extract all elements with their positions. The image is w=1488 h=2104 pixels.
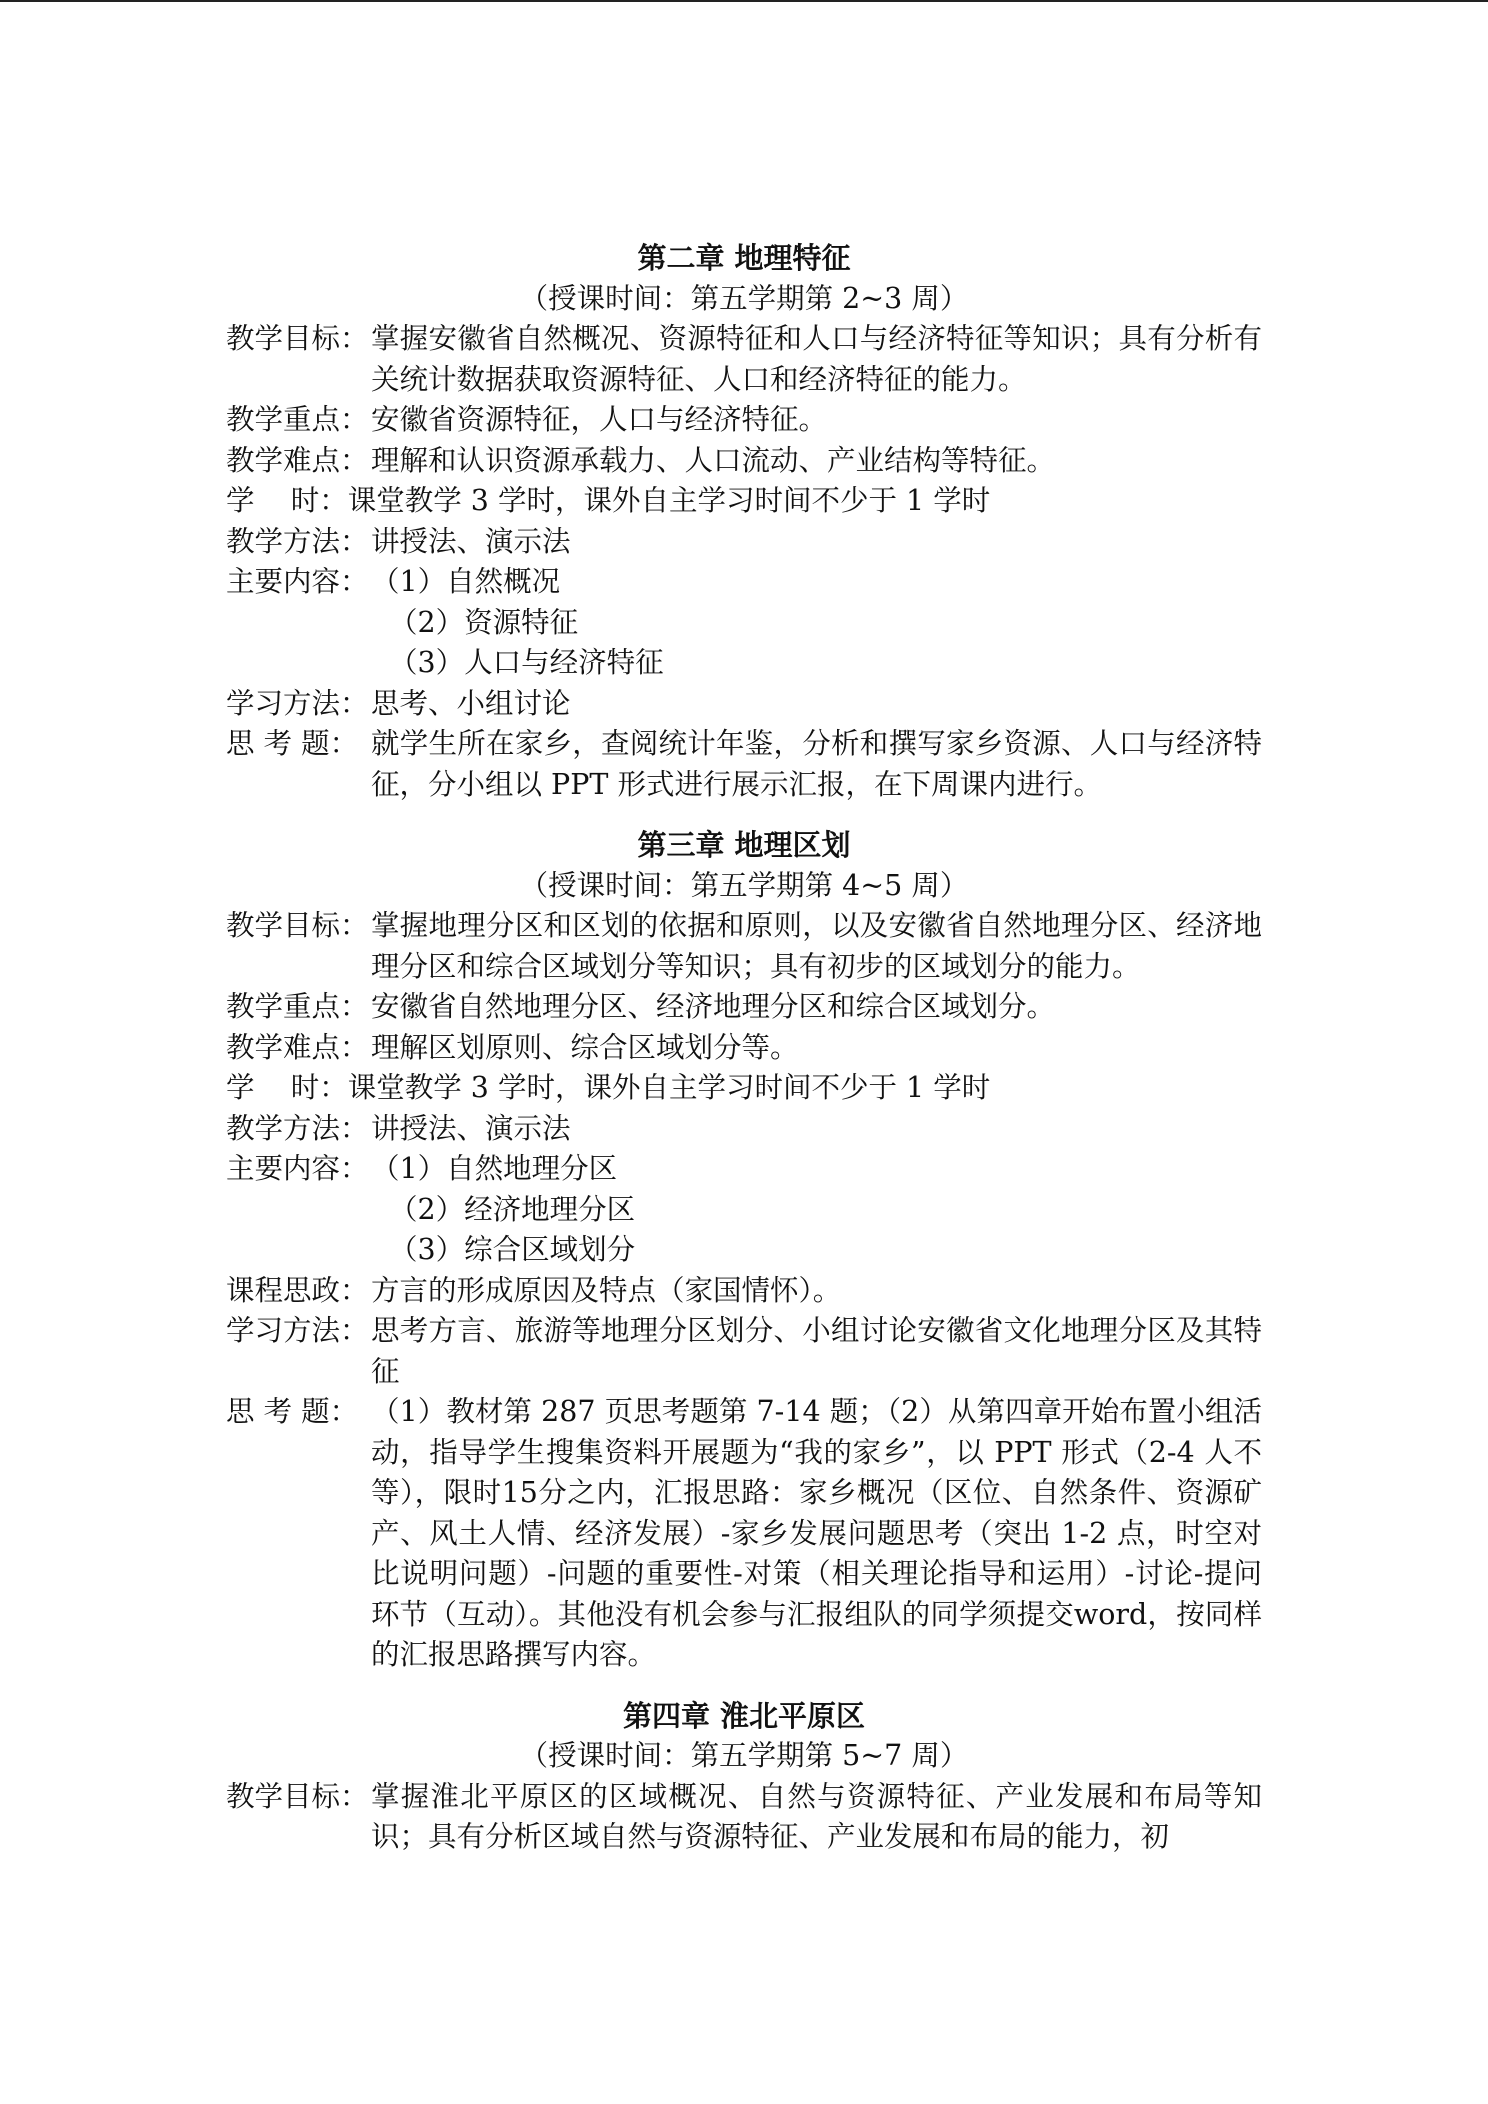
row-value: 方言的形成原因及特点（家国情怀）。: [371, 1273, 842, 1307]
row-label: 教学目标：: [226, 909, 369, 942]
row-value: 讲授法、演示法: [371, 1111, 571, 1145]
row-difficulties: [226, 1028, 1262, 1069]
row-label: 教学重点：: [226, 990, 369, 1023]
row-label: 教学难点：: [226, 1030, 369, 1064]
chapter-time: （授课时间：第五学期第 2~3 周）: [519, 281, 969, 315]
row-objective: [226, 1777, 1262, 1858]
row-label: 学 时：: [226, 484, 348, 517]
chapter-3: [226, 825, 1262, 1676]
row-label: 学习方法：: [226, 686, 369, 720]
row-methods: [226, 522, 1262, 563]
row-value: 理解区划原则、综合区域划分等。: [371, 1030, 799, 1064]
chapter-time: （授课时间：第五学期第 4~5 周）: [519, 868, 969, 902]
row-label: 教学难点：: [226, 443, 369, 477]
row-label: 学 时：: [226, 1071, 348, 1104]
row-label: 学习方法：: [226, 1314, 369, 1347]
row-value: 掌握淮北平原区的区域概况、自然与资源特征、产业发展和布局等知识；具有分析区域自然与资源特征、产业发展和布局的能力，初: [371, 1779, 1262, 1853]
row-label: 课程思政：: [226, 1273, 369, 1307]
row-value: 掌握安徽省自然概况、资源特征和人口与经济特征等知识；具有分析有关统计数据获取资源特征、人口和经济特征的能力。: [371, 322, 1262, 396]
row-label: 教学方法：: [226, 524, 369, 558]
row-learning-methods: [226, 1311, 1262, 1392]
row-label: 教学重点：: [226, 403, 369, 436]
row-label: 教学方法：: [226, 1111, 369, 1145]
chapter-4: [226, 1696, 1262, 1858]
chapter-2: [226, 238, 1262, 805]
content-sub-item: （3）人口与经济特征: [389, 646, 664, 679]
row-label: 教学目标：: [226, 322, 369, 355]
row-label: 思 考 题：: [226, 727, 359, 760]
row-questions: [226, 1392, 1262, 1676]
chapter-time: （授课时间：第五学期第 5~7 周）: [519, 1739, 969, 1772]
row-value: （1）自然地理分区: [371, 1152, 618, 1185]
row-key-points: [226, 400, 1262, 441]
row-difficulties: [226, 441, 1262, 482]
row-methods: [226, 1109, 1262, 1150]
row-questions: [226, 724, 1262, 805]
row-value: （1）自然概况: [371, 565, 561, 598]
row-label: 教学目标：: [226, 1779, 369, 1813]
row-value: 掌握地理分区和区划的依据和原则，以及安徽省自然地理分区、经济地理分区和综合区域划分等知识；具有初步的区域划分的能力。: [371, 909, 1262, 983]
row-label: 思 考 题：: [226, 1395, 359, 1428]
row-value: 思考、小组讨论: [371, 686, 571, 720]
row-value: 安徽省资源特征，人口与经济特征。: [371, 403, 828, 436]
row-hours: [226, 481, 1262, 522]
row-value: （1）教材第 287 页思考题第 7-14 题；（2）从第四章开始布置小组活动，指导学生搜集资料开展题为“我的家乡”，以 PPT 形式（2-4 人不等），限时15分之内，汇报思路：家乡概况（区位、自然条件、资源矿产、风土人情、经济发展）-家乡发展问题思考（突出 1-2 点，时空对比说明问题）-问题的重要性-对策（相关理论指导和运用）-讨论-提问环节（互动）。其他没有机会参与汇报组队的同学须提交word，按同样的汇报思路撰写内容。: [371, 1395, 1262, 1671]
chapter-title: 第二章 地理特征: [637, 241, 851, 275]
row-ideology: [226, 1271, 1262, 1312]
row-label: 主要内容：: [226, 1152, 369, 1185]
row-value: 课堂教学 3 学时，课外自主学习时间不少于 1 学时: [347, 1071, 991, 1104]
row-objective: [226, 319, 1262, 400]
chapter-title: 第四章 淮北平原区: [622, 1698, 866, 1733]
row-value: 思考方言、旅游等地理分区划分、小组讨论安徽省文化地理分区及其特征: [371, 1314, 1262, 1388]
row-contents: [226, 562, 1262, 603]
content-sub-item: （2）经济地理分区: [389, 1192, 636, 1226]
row-value: 课堂教学 3 学时，课外自主学习时间不少于 1 学时: [347, 484, 991, 517]
row-key-points: [226, 987, 1262, 1028]
row-value: 讲授法、演示法: [371, 524, 571, 558]
row-hours: [226, 1068, 1262, 1109]
document-content: [226, 238, 1262, 1858]
content-sub-item: （3）综合区域划分: [389, 1233, 636, 1266]
row-contents: [226, 1149, 1262, 1190]
row-learning-methods: [226, 684, 1262, 725]
row-label: 主要内容：: [226, 565, 369, 598]
chapter-title: 第三章 地理区划: [637, 828, 851, 862]
content-sub-item: （2）资源特征: [389, 605, 579, 639]
row-value: 理解和认识资源承载力、人口流动、产业结构等特征。: [371, 443, 1056, 477]
row-objective: [226, 906, 1262, 987]
row-value: 安徽省自然地理分区、经济地理分区和综合区域划分。: [371, 990, 1056, 1023]
row-value: 就学生所在家乡，查阅统计年鉴，分析和撰写家乡资源、人口与经济特征，分小组以 PPT 形式进行展示汇报，在下周课内进行。: [371, 727, 1262, 801]
